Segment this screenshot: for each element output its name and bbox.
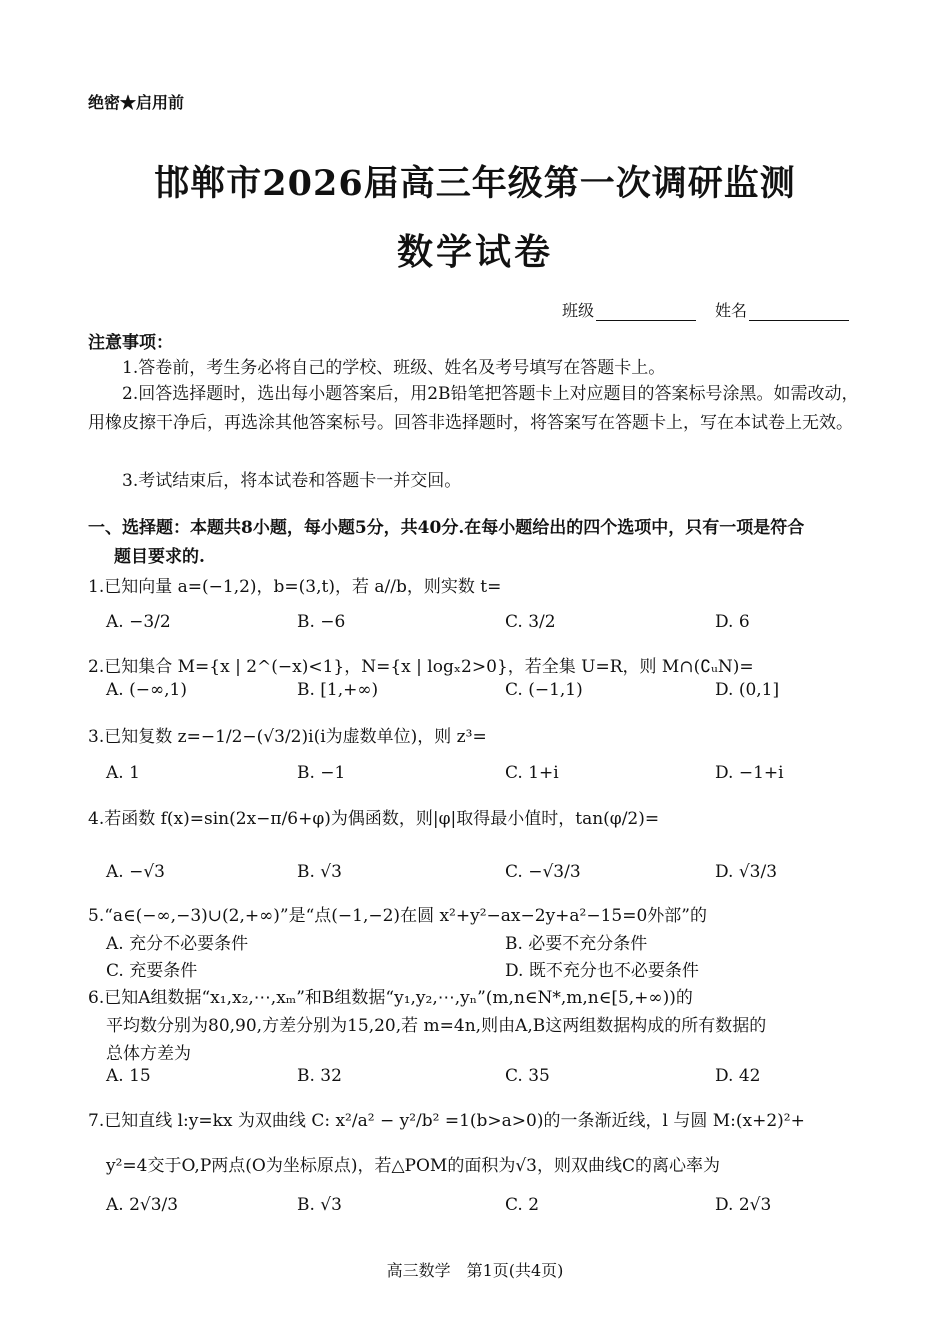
question-7-option-a[interactable]: A. 2√3/3 (106, 1195, 179, 1215)
question-3-stem: 3.已知复数 z=−1/2−(√3/2)i(i为虚数单位)，则 z³= (88, 727, 487, 747)
question-3-option-d[interactable]: D. −1+i (715, 763, 784, 783)
question-7-option-d[interactable]: D. 2√3 (715, 1195, 772, 1215)
question-4-stem: 4.若函数 f(x)=sin(2x−π/6+φ)为偶函数，则|φ|取得最小值时，tan(φ/2)= (88, 809, 660, 829)
question-1-stem: 1.已知向量 a=(−1,2)，b=(3,t)，若 a//b，则实数 t= (88, 577, 502, 597)
section-heading-line1: 一、选择题：本题共8小题，每小题5分，共40分.在每小题给出的四个选项中，只有一项是符合 (88, 518, 805, 538)
notice-heading: 注意事项： (88, 333, 173, 353)
question-6-stem-line3: 总体方差为 (106, 1044, 191, 1064)
question-3-option-a[interactable]: A. 1 (106, 763, 140, 783)
question-6-stem-line2: 平均数分别为80,90,方差分别为15,20,若 m=4n,则由A,B这两组数据构成的所有数据的 (106, 1016, 767, 1036)
question-3-option-b[interactable]: B. −1 (297, 763, 346, 783)
question-5-option-c[interactable]: C. 充要条件 (106, 961, 198, 981)
exam-title: 邯郸市2026届高三年级第一次调研监测 (154, 163, 796, 204)
question-7-stem-line1: 7.已知直线 l:y=kx 为双曲线 C: x²/a² − y²/b² =1(b>a>0)的一条渐近线，l 与圆 M:(x+2)²+ (88, 1111, 805, 1131)
question-4-option-d[interactable]: D. √3/3 (715, 862, 778, 882)
question-6-stem-line1: 6.已知A组数据“x₁,x₂,⋯,xₘ”和B组数据“y₁,y₂,⋯,yₙ”(m,n∈N*,m,n∈[5,+∞))的 (88, 988, 693, 1008)
question-7-option-b[interactable]: B. √3 (297, 1195, 342, 1215)
name-field (715, 298, 849, 321)
question-5-option-a[interactable]: A. 充分不必要条件 (106, 934, 249, 954)
question-5-option-b[interactable]: B. 必要不充分条件 (505, 934, 648, 954)
page-footer: 高三数学 第1页(共4页) (386, 1261, 564, 1280)
question-2-option-c[interactable]: C. (−1,1) (505, 680, 583, 700)
notice-item-2: 2.回答选择题时，选出每小题答案后，用2B铅笔把答题卡上对应题目的答案标号涂黑。如需改动，用橡皮擦干净后，再选涂其他答案标号。回答非选择题时，将答案写在答题卡上，写在本试卷上无效。 (88, 384, 859, 433)
secret-mark: 绝密★启用前 (88, 93, 185, 112)
question-6-option-d[interactable]: D. 42 (715, 1066, 761, 1086)
question-6-option-c[interactable]: C. 35 (505, 1066, 550, 1086)
question-7-option-c[interactable]: C. 2 (505, 1195, 540, 1215)
question-1-option-b[interactable]: B. −6 (297, 612, 346, 632)
question-2-option-a[interactable]: A. (−∞,1) (106, 680, 187, 700)
notice-item-1: 1.答卷前，考生务必将自己的学校、班级、姓名及考号填写在答题卡上。 (122, 358, 666, 378)
section-heading (88, 514, 878, 572)
question-1-option-a[interactable]: A. −3/2 (106, 612, 171, 632)
question-4-option-c[interactable]: C. −√3/3 (505, 862, 581, 882)
question-1-option-d[interactable]: D. 6 (715, 612, 750, 632)
class-field (562, 298, 696, 321)
question-2-option-b[interactable]: B. [1,+∞) (297, 680, 379, 700)
exam-subtitle: 数学试卷 (396, 231, 553, 273)
question-2-stem: 2.已知集合 M={x | 2^(−x)<1}，N={x | logₓ2>0}，若全集 U=R，则 M∩(∁ᵤN)= (88, 657, 754, 677)
question-2-option-d[interactable]: D. (0,1] (715, 680, 780, 700)
question-1-option-c[interactable]: C. 3/2 (505, 612, 556, 632)
question-5-option-d[interactable]: D. 既不充分也不必要条件 (505, 961, 699, 981)
question-5-stem: 5.“a∈(−∞,−3)∪(2,+∞)”是“点(−1,−2)在圆 x²+y²−ax−2y+a²−15=0外部”的 (88, 906, 707, 926)
notice-item-3: 3.考试结束后，将本试卷和答题卡一并交回。 (122, 471, 462, 491)
question-3-option-c[interactable]: C. 1+i (505, 763, 559, 783)
question-4-option-b[interactable]: B. √3 (297, 862, 342, 882)
section-heading-line2: 题目要求的. (114, 547, 205, 567)
name-label: 姓名 (715, 301, 748, 320)
name-blank[interactable] (749, 302, 849, 321)
question-6-option-b[interactable]: B. 32 (297, 1066, 342, 1086)
question-6-option-a[interactable]: A. 15 (106, 1066, 151, 1086)
class-label: 班级 (562, 301, 595, 320)
question-4-option-a[interactable]: A. −√3 (106, 862, 165, 882)
question-7-stem-line2: y²=4交于O,P两点(O为坐标原点)，若△POM的面积为√3，则双曲线C的离心率为 (106, 1156, 720, 1176)
class-blank[interactable] (596, 302, 696, 321)
